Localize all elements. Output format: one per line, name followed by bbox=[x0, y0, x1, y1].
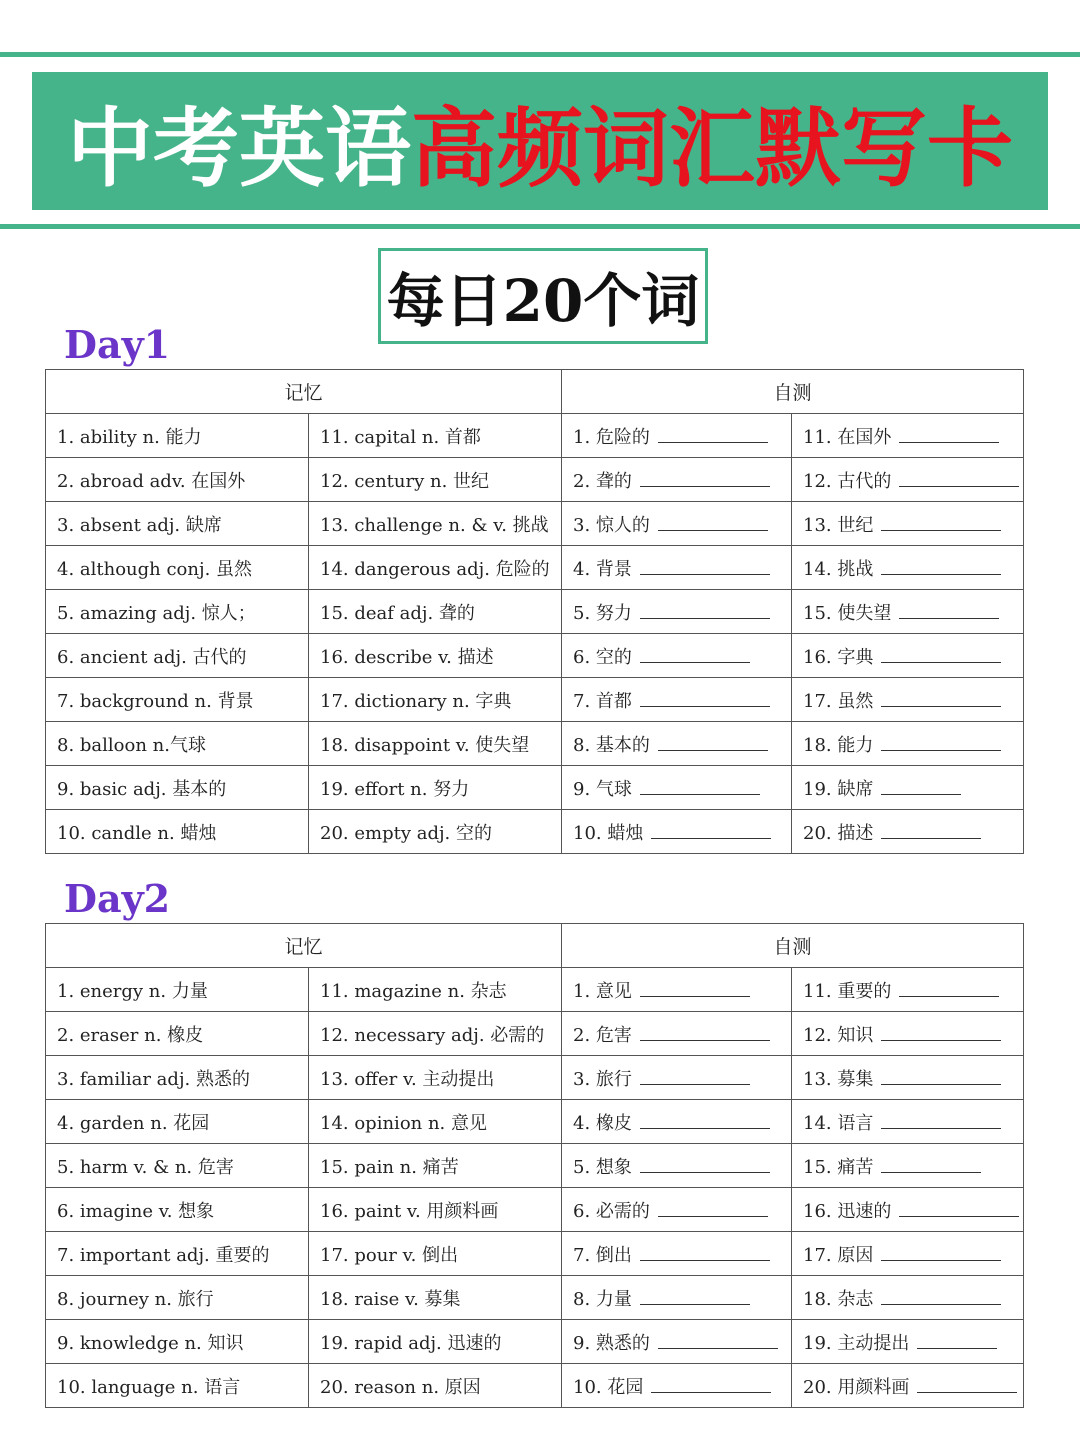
test-left-text: 10. 花园 bbox=[573, 1376, 644, 1398]
memory-right-cell bbox=[309, 1364, 562, 1408]
memory-left-cell bbox=[46, 1100, 309, 1144]
answer-blank[interactable] bbox=[640, 1083, 750, 1085]
test-left-text: 8. 基本的 bbox=[573, 734, 650, 756]
table-row bbox=[46, 968, 1024, 1012]
test-left-text: 10. 蜡烛 bbox=[573, 822, 644, 844]
memory-right-cell bbox=[309, 634, 562, 678]
answer-blank[interactable] bbox=[881, 705, 1001, 707]
test-right-cell bbox=[792, 1364, 1024, 1408]
table-row bbox=[46, 1364, 1024, 1408]
test-left-text: 5. 想象 bbox=[573, 1156, 632, 1178]
answer-blank[interactable] bbox=[658, 749, 768, 751]
test-left-text: 4. 背景 bbox=[573, 558, 632, 580]
memory-left-text: 2. eraser n. 橡皮 bbox=[57, 1024, 204, 1046]
memory-right-cell bbox=[309, 458, 562, 502]
test-left-text: 7. 首都 bbox=[573, 690, 632, 712]
memory-left-cell bbox=[46, 1364, 309, 1408]
test-left-cell bbox=[562, 634, 792, 678]
answer-blank[interactable] bbox=[640, 485, 770, 487]
memory-right-text: 16. describe v. 描述 bbox=[320, 646, 494, 668]
memory-right-text: 19. effort n. 努力 bbox=[320, 778, 470, 800]
memory-right-text: 13. offer v. 主动提出 bbox=[320, 1068, 495, 1090]
test-right-text: 14. 语言 bbox=[803, 1112, 874, 1134]
test-left-text: 7. 倒出 bbox=[573, 1244, 632, 1266]
test-left-cell bbox=[562, 968, 792, 1012]
answer-blank[interactable] bbox=[640, 1127, 770, 1129]
test-right-text: 13. 募集 bbox=[803, 1068, 874, 1090]
memory-right-text: 14. opinion n. 意见 bbox=[320, 1112, 488, 1134]
answer-blank[interactable] bbox=[881, 837, 981, 839]
bottom-accent-stripe bbox=[0, 224, 1080, 229]
test-left-cell bbox=[562, 678, 792, 722]
test-right-cell bbox=[792, 1276, 1024, 1320]
test-left-cell bbox=[562, 1144, 792, 1188]
memory-left-text: 6. ancient adj. 古代的 bbox=[57, 646, 247, 668]
answer-blank[interactable] bbox=[640, 995, 750, 997]
memory-left-cell bbox=[46, 1056, 309, 1100]
table-row bbox=[46, 502, 1024, 546]
test-left-cell bbox=[562, 1320, 792, 1364]
memory-left-text: 3. absent adj. 缺席 bbox=[57, 514, 222, 536]
memory-right-text: 13. challenge n. & v. 挑战 bbox=[320, 514, 549, 536]
memory-left-text: 1. energy n. 力量 bbox=[57, 980, 208, 1002]
answer-blank[interactable] bbox=[881, 573, 1001, 575]
test-right-cell bbox=[792, 1056, 1024, 1100]
answer-blank[interactable] bbox=[640, 1039, 770, 1041]
test-right-text: 14. 挑战 bbox=[803, 558, 874, 580]
test-left-cell bbox=[562, 810, 792, 854]
test-left-cell bbox=[562, 546, 792, 590]
test-left-text: 8. 力量 bbox=[573, 1288, 632, 1310]
memory-right-text: 12. century n. 世纪 bbox=[320, 470, 490, 492]
memory-right-cell bbox=[309, 1320, 562, 1364]
memory-left-text: 1. ability n. 能力 bbox=[57, 426, 202, 448]
table-row bbox=[46, 722, 1024, 766]
answer-blank[interactable] bbox=[651, 1391, 771, 1393]
memory-left-cell bbox=[46, 590, 309, 634]
answer-blank[interactable] bbox=[881, 1171, 981, 1173]
table-header-row bbox=[46, 370, 1024, 414]
answer-blank[interactable] bbox=[640, 1171, 770, 1173]
memory-left-cell bbox=[46, 414, 309, 458]
test-right-text: 16. 字典 bbox=[803, 646, 874, 668]
test-right-text: 11. 在国外 bbox=[803, 426, 892, 448]
test-right-text: 20. 描述 bbox=[803, 822, 874, 844]
test-right-cell bbox=[792, 502, 1024, 546]
test-right-text: 12. 古代的 bbox=[803, 470, 892, 492]
test-right-cell bbox=[792, 1012, 1024, 1056]
memory-right-cell bbox=[309, 502, 562, 546]
test-right-cell bbox=[792, 810, 1024, 854]
table-row bbox=[46, 678, 1024, 722]
answer-blank[interactable] bbox=[899, 1215, 1019, 1217]
memory-right-cell bbox=[309, 1188, 562, 1232]
table-row bbox=[46, 634, 1024, 678]
test-right-text: 11. 重要的 bbox=[803, 980, 892, 1002]
answer-blank[interactable] bbox=[640, 661, 750, 663]
memory-left-cell bbox=[46, 1232, 309, 1276]
test-right-cell bbox=[792, 1232, 1024, 1276]
memory-left-text: 5. amazing adj. 惊人； bbox=[57, 602, 256, 624]
test-right-cell bbox=[792, 1144, 1024, 1188]
memory-left-cell bbox=[46, 1188, 309, 1232]
test-left-cell bbox=[562, 502, 792, 546]
memory-left-cell bbox=[46, 1144, 309, 1188]
test-right-text: 17. 虽然 bbox=[803, 690, 874, 712]
answer-blank[interactable] bbox=[640, 1303, 750, 1305]
test-left-cell bbox=[562, 458, 792, 502]
answer-blank[interactable] bbox=[881, 529, 1001, 531]
memory-right-cell bbox=[309, 590, 562, 634]
test-left-cell bbox=[562, 1232, 792, 1276]
title-banner bbox=[32, 72, 1048, 210]
self-test-header: 自测 bbox=[562, 924, 1024, 968]
test-left-cell bbox=[562, 1012, 792, 1056]
test-left-text: 1. 危险的 bbox=[573, 426, 650, 448]
memory-left-cell bbox=[46, 968, 309, 1012]
memory-left-text: 3. familiar adj. 熟悉的 bbox=[57, 1068, 250, 1090]
test-right-cell bbox=[792, 414, 1024, 458]
test-left-text: 2. 危害 bbox=[573, 1024, 632, 1046]
test-left-cell bbox=[562, 1056, 792, 1100]
test-right-cell bbox=[792, 546, 1024, 590]
test-right-text: 12. 知识 bbox=[803, 1024, 874, 1046]
table-row bbox=[46, 1012, 1024, 1056]
test-right-text: 18. 杂志 bbox=[803, 1288, 874, 1310]
test-right-text: 18. 能力 bbox=[803, 734, 874, 756]
test-left-cell bbox=[562, 722, 792, 766]
memory-left-cell bbox=[46, 502, 309, 546]
test-left-cell bbox=[562, 414, 792, 458]
memory-header: 记忆 bbox=[46, 924, 562, 968]
test-right-cell bbox=[792, 634, 1024, 678]
answer-blank[interactable] bbox=[881, 1039, 1001, 1041]
memory-right-text: 17. pour v. 倒出 bbox=[320, 1244, 459, 1266]
test-left-text: 9. 熟悉的 bbox=[573, 1332, 650, 1354]
memory-header: 记忆 bbox=[46, 370, 562, 414]
title-part-white: 中考英语 bbox=[67, 99, 411, 199]
test-right-text: 19. 缺席 bbox=[803, 778, 874, 800]
test-left-cell bbox=[562, 766, 792, 810]
day1-label: Day1 bbox=[64, 322, 171, 367]
daily-count-box bbox=[378, 248, 708, 344]
memory-left-text: 10. language n. 语言 bbox=[57, 1376, 241, 1398]
memory-left-text: 9. knowledge n. 知识 bbox=[57, 1332, 244, 1354]
memory-right-cell bbox=[309, 1012, 562, 1056]
memory-left-cell bbox=[46, 546, 309, 590]
test-right-cell bbox=[792, 1188, 1024, 1232]
day2-label: Day2 bbox=[64, 876, 171, 921]
memory-left-text: 4. although conj. 虽然 bbox=[57, 558, 253, 580]
memory-left-cell bbox=[46, 458, 309, 502]
table-row bbox=[46, 1144, 1024, 1188]
memory-right-cell bbox=[309, 1232, 562, 1276]
table-row bbox=[46, 766, 1024, 810]
memory-left-text: 2. abroad adv. 在国外 bbox=[57, 470, 246, 492]
memory-right-cell bbox=[309, 546, 562, 590]
table-row bbox=[46, 1232, 1024, 1276]
memory-right-text: 17. dictionary n. 字典 bbox=[320, 690, 512, 712]
memory-left-text: 10. candle n. 蜡烛 bbox=[57, 822, 217, 844]
answer-blank[interactable] bbox=[881, 1127, 1001, 1129]
answer-blank[interactable] bbox=[651, 837, 771, 839]
memory-right-cell bbox=[309, 1144, 562, 1188]
answer-blank[interactable] bbox=[658, 529, 768, 531]
table-row bbox=[46, 590, 1024, 634]
memory-right-text: 11. magazine n. 杂志 bbox=[320, 980, 507, 1002]
test-right-cell bbox=[792, 1100, 1024, 1144]
test-left-cell bbox=[562, 1100, 792, 1144]
test-left-text: 9. 气球 bbox=[573, 778, 632, 800]
test-right-cell bbox=[792, 590, 1024, 634]
memory-right-text: 15. pain n. 痛苦 bbox=[320, 1156, 459, 1178]
table-row bbox=[46, 1100, 1024, 1144]
memory-right-cell bbox=[309, 766, 562, 810]
answer-blank[interactable] bbox=[658, 1215, 768, 1217]
memory-right-text: 20. empty adj. 空的 bbox=[320, 822, 492, 844]
answer-blank[interactable] bbox=[899, 617, 999, 619]
test-left-text: 5. 努力 bbox=[573, 602, 632, 624]
top-accent-stripe bbox=[0, 52, 1080, 57]
answer-blank[interactable] bbox=[881, 793, 961, 795]
memory-right-cell bbox=[309, 678, 562, 722]
test-right-text: 16. 迅速的 bbox=[803, 1200, 892, 1222]
test-left-text: 1. 意见 bbox=[573, 980, 632, 1002]
test-left-text: 4. 橡皮 bbox=[573, 1112, 632, 1134]
self-test-header: 自测 bbox=[562, 370, 1024, 414]
test-left-text: 2. 聋的 bbox=[573, 470, 632, 492]
table-row bbox=[46, 1188, 1024, 1232]
table-header-row bbox=[46, 924, 1024, 968]
answer-blank[interactable] bbox=[917, 1391, 1017, 1393]
memory-right-text: 14. dangerous adj. 危险的 bbox=[320, 558, 550, 580]
memory-right-text: 19. rapid adj. 迅速的 bbox=[320, 1332, 502, 1354]
memory-right-cell bbox=[309, 1056, 562, 1100]
test-right-text: 15. 使失望 bbox=[803, 602, 892, 624]
table-row bbox=[46, 546, 1024, 590]
answer-blank[interactable] bbox=[899, 995, 999, 997]
test-right-cell bbox=[792, 968, 1024, 1012]
answer-blank[interactable] bbox=[640, 705, 770, 707]
test-right-cell bbox=[792, 678, 1024, 722]
answer-blank[interactable] bbox=[640, 617, 770, 619]
answer-blank[interactable] bbox=[640, 793, 760, 795]
memory-left-cell bbox=[46, 766, 309, 810]
answer-blank[interactable] bbox=[881, 661, 1001, 663]
memory-left-cell bbox=[46, 1320, 309, 1364]
memory-left-cell bbox=[46, 722, 309, 766]
memory-right-text: 11. capital n. 首都 bbox=[320, 426, 481, 448]
test-left-text: 6. 必需的 bbox=[573, 1200, 650, 1222]
answer-blank[interactable] bbox=[640, 573, 770, 575]
test-left-text: 3. 惊人的 bbox=[573, 514, 650, 536]
memory-left-text: 4. garden n. 花园 bbox=[57, 1112, 210, 1134]
day1-vocab-table bbox=[45, 369, 1024, 854]
memory-left-text: 6. imagine v. 想象 bbox=[57, 1200, 215, 1222]
test-right-cell bbox=[792, 766, 1024, 810]
answer-blank[interactable] bbox=[881, 749, 1001, 751]
memory-left-cell bbox=[46, 678, 309, 722]
table-row bbox=[46, 1276, 1024, 1320]
memory-left-text: 7. important adj. 重要的 bbox=[57, 1244, 270, 1266]
table-row bbox=[46, 1320, 1024, 1364]
memory-right-cell bbox=[309, 968, 562, 1012]
answer-blank[interactable] bbox=[899, 485, 1019, 487]
test-left-text: 3. 旅行 bbox=[573, 1068, 632, 1090]
table-row bbox=[46, 414, 1024, 458]
table-row bbox=[46, 458, 1024, 502]
memory-right-cell bbox=[309, 1100, 562, 1144]
test-left-cell bbox=[562, 590, 792, 634]
answer-blank[interactable] bbox=[881, 1259, 1001, 1261]
memory-left-text: 8. balloon n.气球 bbox=[57, 734, 206, 756]
memory-right-cell bbox=[309, 810, 562, 854]
test-left-cell bbox=[562, 1276, 792, 1320]
answer-blank[interactable] bbox=[881, 1083, 1001, 1085]
test-right-text: 13. 世纪 bbox=[803, 514, 874, 536]
answer-blank[interactable] bbox=[640, 1259, 770, 1261]
memory-right-cell bbox=[309, 1276, 562, 1320]
memory-left-text: 8. journey n. 旅行 bbox=[57, 1288, 214, 1310]
memory-left-cell bbox=[46, 1012, 309, 1056]
memory-right-text: 12. necessary adj. 必需的 bbox=[320, 1024, 545, 1046]
test-left-cell bbox=[562, 1364, 792, 1408]
answer-blank[interactable] bbox=[899, 441, 999, 443]
memory-right-cell bbox=[309, 414, 562, 458]
memory-right-text: 18. disappoint v. 使失望 bbox=[320, 734, 530, 756]
memory-left-text: 7. background n. 背景 bbox=[57, 690, 254, 712]
test-left-cell bbox=[562, 1188, 792, 1232]
test-right-text: 17. 原因 bbox=[803, 1244, 874, 1266]
test-right-text: 19. 主动提出 bbox=[803, 1332, 910, 1354]
table-row bbox=[46, 1056, 1024, 1100]
test-right-cell bbox=[792, 1320, 1024, 1364]
memory-right-text: 16. paint v. 用颜料画 bbox=[320, 1200, 499, 1222]
answer-blank[interactable] bbox=[881, 1303, 1001, 1305]
day2-vocab-table bbox=[45, 923, 1024, 1408]
answer-blank[interactable] bbox=[658, 1347, 778, 1349]
memory-right-cell bbox=[309, 722, 562, 766]
test-right-cell bbox=[792, 458, 1024, 502]
daily-count-text: 每日20个词 bbox=[386, 267, 700, 335]
memory-left-cell bbox=[46, 1276, 309, 1320]
test-right-text: 20. 用颜料画 bbox=[803, 1376, 910, 1398]
title-part-red: 高频词汇默写卡 bbox=[411, 99, 1013, 199]
memory-right-text: 18. raise v. 募集 bbox=[320, 1288, 461, 1310]
memory-right-text: 15. deaf adj. 聋的 bbox=[320, 602, 475, 624]
test-left-text: 6. 空的 bbox=[573, 646, 632, 668]
memory-left-cell bbox=[46, 810, 309, 854]
test-right-text: 15. 痛苦 bbox=[803, 1156, 874, 1178]
memory-left-text: 5. harm v. & n. 危害 bbox=[57, 1156, 234, 1178]
memory-right-text: 20. reason n. 原因 bbox=[320, 1376, 481, 1398]
answer-blank[interactable] bbox=[658, 441, 768, 443]
memory-left-cell bbox=[46, 634, 309, 678]
answer-blank[interactable] bbox=[917, 1347, 997, 1349]
test-right-cell bbox=[792, 722, 1024, 766]
table-row bbox=[46, 810, 1024, 854]
memory-left-text: 9. basic adj. 基本的 bbox=[57, 778, 227, 800]
